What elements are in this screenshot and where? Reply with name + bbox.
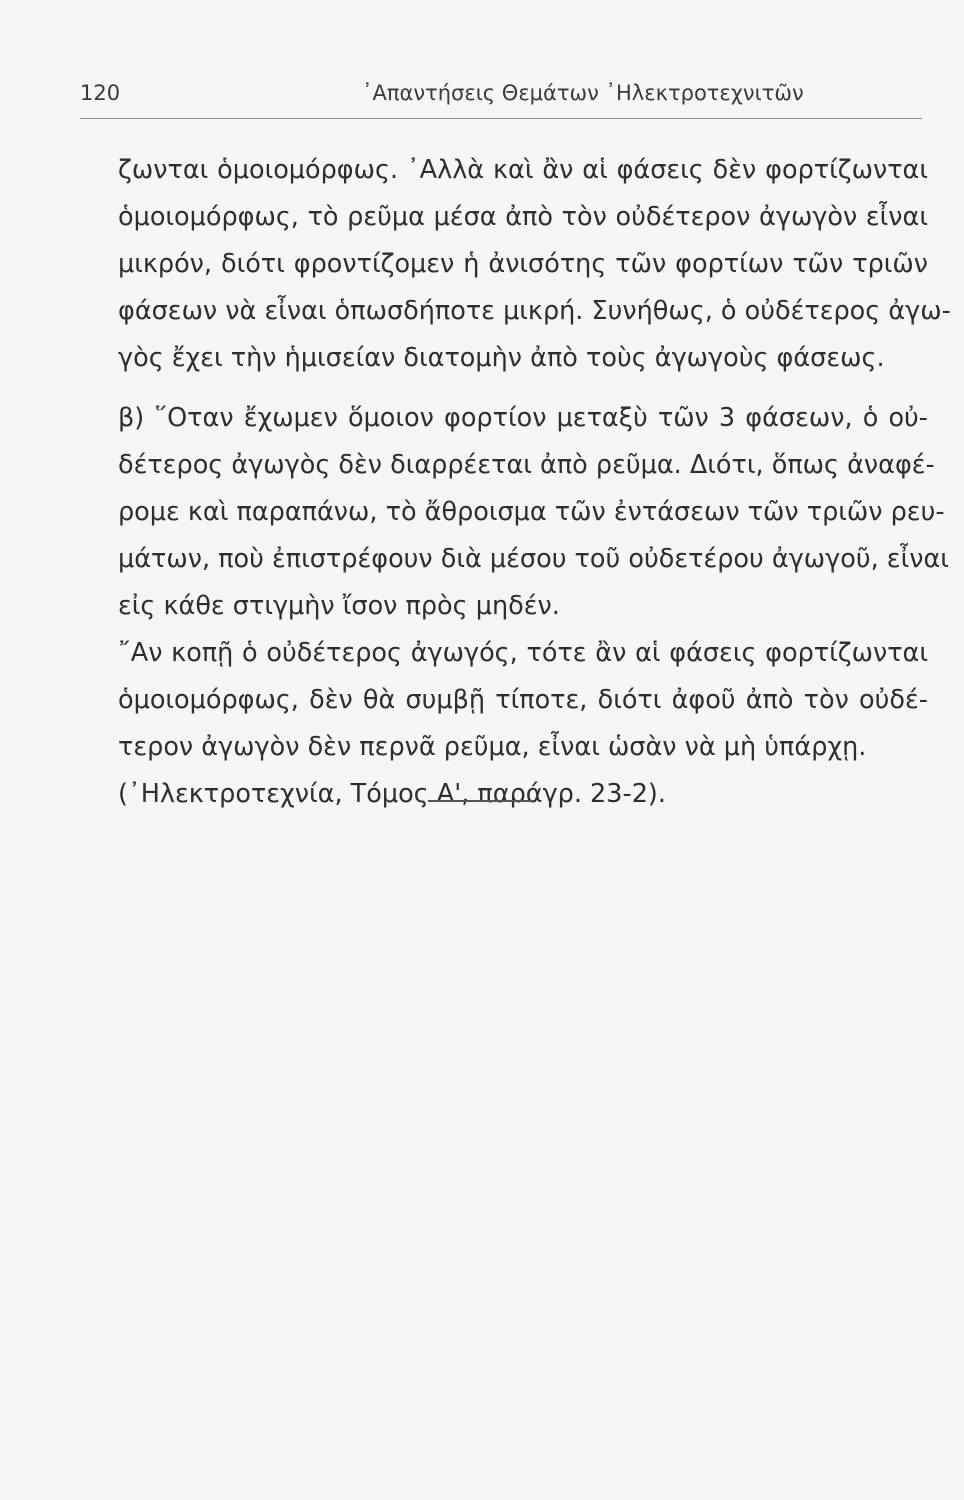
header-divider xyxy=(80,118,922,119)
text-line: εἰς κάθε στιγμὴν ἴσον πρὸς μηδέν. xyxy=(118,591,560,621)
text-line: ρομε καὶ παραπάνω, τὸ ἄθροισμα τῶν ἐντάσεων τῶν τριῶν ρευ- xyxy=(118,497,945,527)
text-line: δέτερος ἀγωγὸς δὲν διαρρέεται ἀπὸ ρεῦμα. Διότι, ὅπως ἀναφέ- xyxy=(118,450,935,480)
paragraph-1 xyxy=(118,147,951,382)
page-header xyxy=(80,78,920,112)
text-line: μικρόν, διότι φροντίζομεν ἡ ἀνισότης τῶν φορτίων τῶν τριῶν xyxy=(118,249,928,279)
text-line: τερον ἀγωγὸν δὲν περνᾶ ρεῦμα, εἶναι ὡσὰν νὰ μὴ ὑπάρχῃ. xyxy=(118,732,867,762)
paragraph-2 xyxy=(118,395,949,818)
page-number: 120 xyxy=(80,81,121,105)
section-divider xyxy=(428,800,534,802)
text-line: ὁμοιομόρφως, τὸ ρεῦμα μέσα ἀπὸ τὸν οὐδέτερον ἀγωγὸν εἶναι xyxy=(118,202,928,232)
text-line: ὁμοιομόρφως, δὲν θὰ συμβῇ τίποτε, διότι ἀφοῦ ἀπὸ τὸν οὐδέ- xyxy=(118,685,928,715)
body-text xyxy=(118,147,951,818)
text-line: β) ῞Οταν ἔχωμεν ὅμοιον φορτίον μεταξὺ τῶν 3 φάσεων, ὁ οὐ- xyxy=(118,403,928,433)
paragraph-spacer xyxy=(118,382,928,395)
text-line: γὸς ἔχει τὴν ἡμισείαν διατομὴν ἀπὸ τοὺς ἀγωγοὺς φάσεως. xyxy=(118,343,885,373)
text-line: φάσεων νὰ εἶναι ὁπωσδήποτε μικρή. Συνήθως, ὁ οὐδέτερος ἀγω- xyxy=(118,296,951,326)
text-line: ῎Αν κοπῇ ὁ οὐδέτερος ἀγωγός, τότε ἂν αἱ φάσεις φορτίζωνται xyxy=(118,638,928,668)
text-line: ζωνται ὁμοιομόρφως. ᾿Αλλὰ καὶ ἂν αἱ φάσεις δὲν φορτίζωνται xyxy=(118,155,928,185)
running-title: ᾿Απαντήσεις Θεμάτων ᾿Ηλεκτροτεχνιτῶν xyxy=(362,81,804,105)
text-line: μάτων, ποὺ ἐπιστρέφουν διὰ μέσου τοῦ οὐδετέρου ἀγωγοῦ, εἶναι xyxy=(118,544,949,574)
citation-line: (᾿Ηλεκτροτεχνία, Τόμος Α', παράγρ. 23-2). xyxy=(118,779,666,809)
